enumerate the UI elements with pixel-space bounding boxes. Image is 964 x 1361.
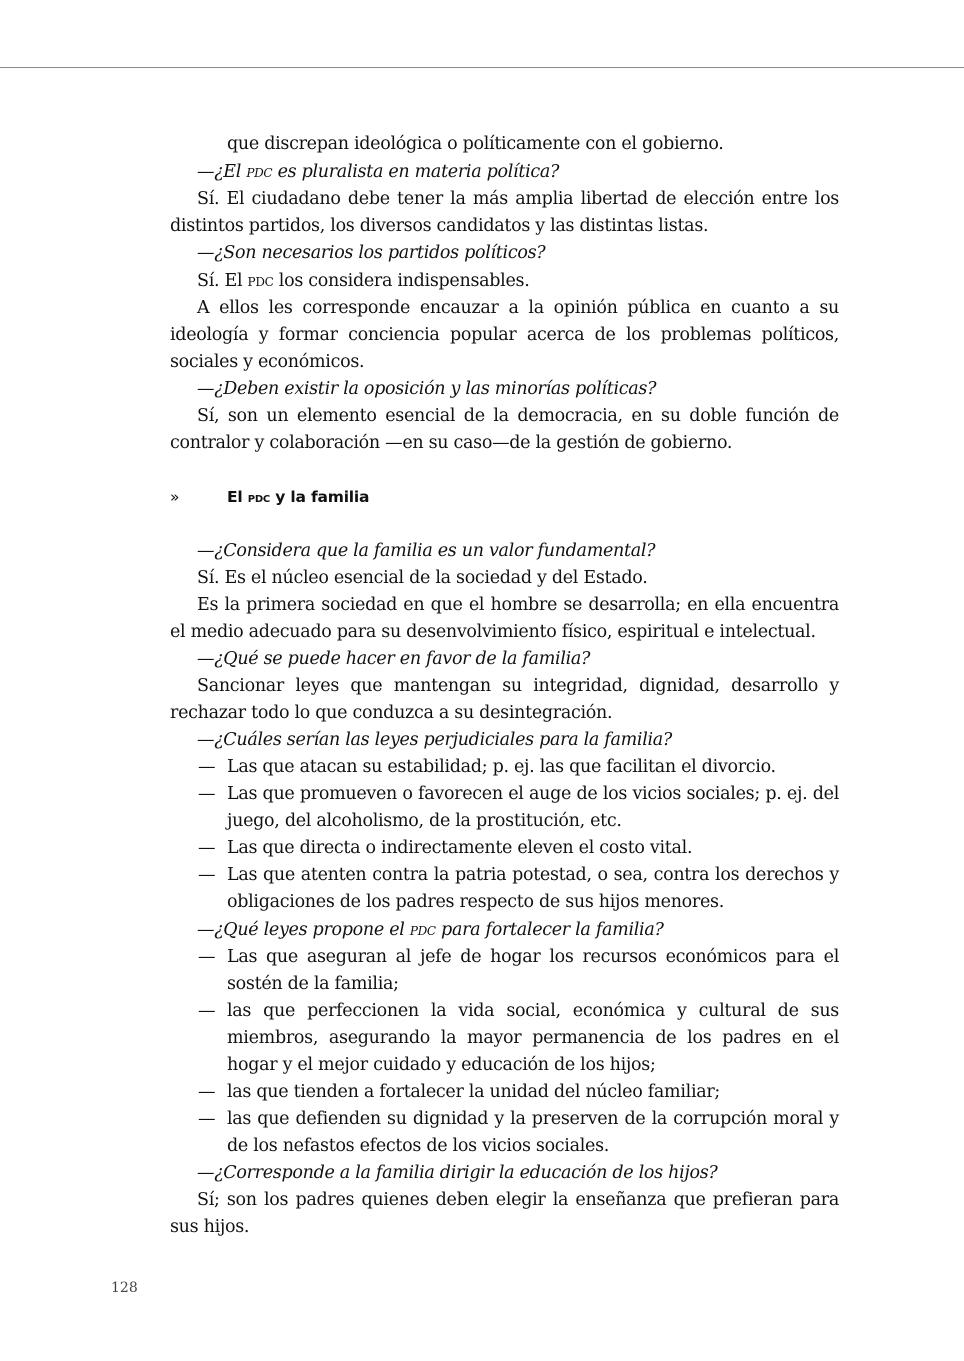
dash-bullet: — (198, 1109, 216, 1129)
question: —¿Son necesarios los partidos políticos? (197, 243, 546, 263)
dash-bullet: — (198, 757, 216, 777)
question: —¿Corresponde a la familia dirigir la educación de los hijos? (197, 1163, 718, 1183)
abbreviation: pdc (247, 490, 271, 506)
paragraph: Sí; son los padres quienes deben elegir la enseñanza que prefieran para sus hijos. (170, 1190, 839, 1237)
paragraph: A ellos les corresponde encauzar a la opinión pública en cuanto a su ideología y formar conciencia popular acerca de los problemas políticos, sociales y económicos. (170, 298, 839, 372)
dash-bullet: — (198, 1082, 216, 1102)
list-item: — Las que aseguran al jefe de hogar los recursos económicos para el sostén de la familia; (170, 944, 839, 998)
question: —¿Deben existir la oposición y las minorías políticas? (197, 379, 657, 399)
header-rule (0, 67, 964, 68)
question: —¿Cuáles serían las leyes perjudiciales para la familia? (197, 730, 673, 750)
dash-bullet: — (198, 784, 216, 804)
question: —¿Qué se puede hacer en favor de la familia? (197, 649, 591, 669)
paragraph: Sí, son un elemento esencial de la democracia, en su doble función de contralor y colaboración —en su caso—de la gestión de gobierno. (170, 406, 839, 453)
paragraph: Sancionar leyes que mantengan su integridad, dignidad, desarrollo y rechazar todo lo que conduzca a su desintegración. (170, 676, 839, 723)
paragraph: Sí. El ciudadano debe tener la más amplia libertad de elección entre los distintos partidos, los diversos candidatos y las distintas listas. (170, 189, 839, 236)
list-item: — Las que atacan su estabilidad; p. ej. las que facilitan el divorcio. (170, 754, 839, 781)
dash-bullet: — (198, 947, 216, 967)
list-item: — las que tienden a fortalecer la unidad del núcleo familiar; (170, 1079, 839, 1106)
list-item: — las que defienden su dignidad y la preserven de la corrupción moral y de los nefastos efectos de los vicios sociales. (170, 1106, 839, 1160)
paragraph: Sí. El pdc los considera indispensables. (197, 271, 530, 291)
heading-marker: » (170, 488, 180, 506)
paragraph: Es la primera sociedad en que el hombre se desarrolla; en ella encuentra el medio adecuado para su desenvolvimiento físico, espiritual e intelectual. (170, 595, 839, 642)
paragraph: Sí. Es el núcleo esencial de la sociedad y del Estado. (197, 568, 648, 588)
abbreviation: pdc (409, 920, 436, 939)
page-number: 128 (111, 1280, 138, 1296)
page-body (170, 131, 839, 1241)
list-item: — Las que directa o indirectamente eleven el costo vital. (170, 835, 839, 862)
abbreviation: pdc (246, 162, 273, 181)
dash-bullet: — (198, 865, 216, 885)
section-heading (170, 484, 839, 511)
dash-bullet: — (198, 838, 216, 858)
question: —¿Qué leyes propone el pdc para fortalecer la familia? (197, 920, 664, 940)
abbreviation: pdc (247, 271, 274, 290)
question: —¿Considera que la familia es un valor fundamental? (197, 541, 656, 561)
heading-title: El pdc y la familia (227, 488, 370, 506)
list-item: — Las que promueven o favorecen el auge de los vicios sociales; p. ej. del juego, del alcoholismo, de la prostitución, etc. (170, 781, 839, 835)
list-item: — Las que atenten contra la patria potestad, o sea, contra los derechos y obligaciones de los padres respecto de sus hijos menores. (170, 862, 839, 916)
question: —¿El pdc es pluralista en materia política? (197, 162, 560, 182)
list-item: — las que perfeccionen la vida social, económica y cultural de sus miembros, asegurando la mayor permanencia de los padres en el hogar y el mejor cuidado y educación de los hijos; (170, 998, 839, 1079)
dash-bullet: — (198, 1001, 216, 1021)
paragraph: que discrepan ideológica o políticamente con el gobierno. (227, 134, 724, 154)
